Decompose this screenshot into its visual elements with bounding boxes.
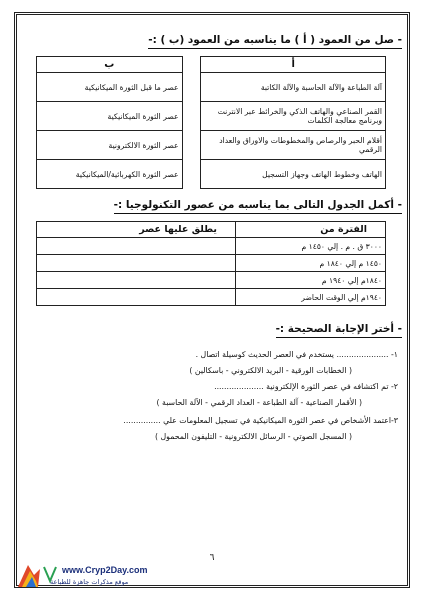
era-answer-cell[interactable] bbox=[37, 255, 236, 272]
col-b-header: ب bbox=[37, 57, 183, 73]
table-row bbox=[37, 131, 386, 160]
page-number: ٦ bbox=[209, 553, 215, 563]
question-1-options: ( الخطابات الورقية - البريد الالكتروني - باسكالين ) bbox=[189, 366, 352, 375]
era-answer-cell[interactable] bbox=[37, 238, 236, 255]
table-row bbox=[37, 102, 386, 131]
question-2-options: ( الأقمار الصناعية - آلة الطباعة - العداد الرقمي - الآلة الحاسبة ) bbox=[156, 398, 362, 407]
table-row bbox=[37, 289, 386, 306]
matching-table bbox=[36, 56, 386, 189]
col-a-cell: الهاتف وخطوط الهاتف وجهاز التسجيل bbox=[201, 160, 386, 189]
question-1: ١- ..................... يستخدم في العصر الحديث كوسيلة اتصال . bbox=[195, 350, 398, 359]
question-3-options: ( المسجل الصوتي - الرسائل الالكترونية - التليفون المحمول ) bbox=[154, 432, 352, 441]
table-row bbox=[37, 272, 386, 289]
table-row bbox=[37, 238, 386, 255]
site-subtitle: موقع مذكرات جاهزة للطباعة bbox=[50, 578, 129, 586]
site-url[interactable]: www.Cryp2Day.com bbox=[62, 565, 148, 575]
col-a-cell: القمر الصناعي والهاتف الذكي والخرائط عبر الانترنت وبرنامج معالجة الكلمات bbox=[201, 102, 386, 131]
col-b-cell: عصر الثورة الالكترونية bbox=[37, 131, 183, 160]
section3-heading: - أختر الإجابة الصحيحة :- bbox=[275, 323, 402, 335]
section2-heading: - أكمل الجدول التالى بما يناسبه من عصور التكنولوجيا :- bbox=[113, 199, 402, 211]
era-header: يطلق عليها عصر bbox=[37, 222, 236, 238]
era-answer-cell[interactable] bbox=[37, 272, 236, 289]
section1-heading: - صل من العمود ( أ ) ما يناسبه من العمود (ب ) :- bbox=[148, 34, 402, 46]
col-a-cell: آلة الطباعة والآلة الحاسبة والآلة الكاتبة bbox=[201, 73, 386, 102]
col-a-cell: أقلام الحبر والرصاص والمخطوطات والاوراق والعداد الرقمي bbox=[201, 131, 386, 160]
table-row bbox=[37, 255, 386, 272]
period-cell: ١٤٥٠ م إلي ١٨٤٠ م bbox=[236, 255, 386, 272]
col-b-cell: عصر ما قبل الثورة الميكانيكية bbox=[37, 73, 183, 102]
column-gap bbox=[182, 57, 201, 73]
table-row bbox=[37, 160, 386, 189]
table-row bbox=[37, 73, 386, 102]
col-b-cell: عصر الثورة الكهربائية/الميكانيكية bbox=[37, 160, 183, 189]
period-cell: ١٩٤٠م إلي الوقت الحاضر bbox=[236, 289, 386, 306]
eras-table bbox=[36, 221, 386, 306]
question-2: ٢- تم اكتشافه في عصر الثورة الإلكترونية .................... bbox=[214, 382, 398, 391]
col-b-cell: عصر الثورة الميكانيكية bbox=[37, 102, 183, 131]
era-answer-cell[interactable] bbox=[37, 289, 236, 306]
period-cell: ١٨٤٠م إلي ١٩٤٠ م bbox=[236, 272, 386, 289]
question-3: ٣-اعتمد الأشخاص في عصر الثورة الميكانيكية في تسجيل المعلومات علي ............... bbox=[123, 416, 398, 425]
period-header: الفترة من bbox=[236, 222, 386, 238]
period-cell: ٣٠٠٠ ق . م . إلي ١٤٥٠ م bbox=[236, 238, 386, 255]
col-a-header: أ bbox=[201, 57, 386, 73]
